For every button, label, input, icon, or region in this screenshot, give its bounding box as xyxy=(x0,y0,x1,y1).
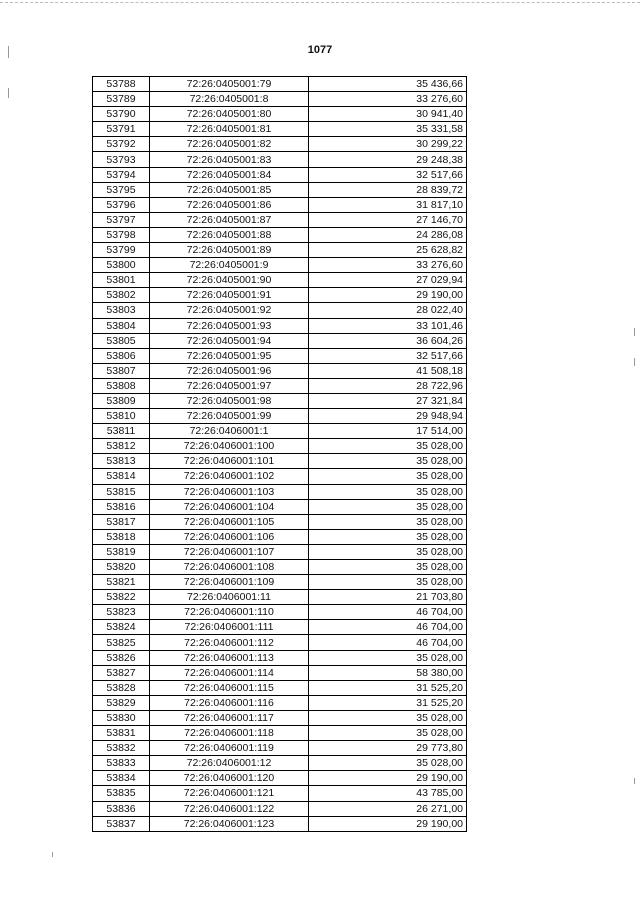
table-row xyxy=(93,575,467,590)
table-row xyxy=(93,318,467,333)
cadastral-value: 30 941,40 xyxy=(309,107,467,122)
row-number: 53824 xyxy=(93,620,150,635)
cadastral-number: 72:26:0406001:102 xyxy=(150,469,309,484)
table-row xyxy=(93,227,467,242)
table-row xyxy=(93,560,467,575)
table-row xyxy=(93,469,467,484)
table-row xyxy=(93,590,467,605)
cadastral-number: 72:26:0406001:105 xyxy=(150,514,309,529)
row-number: 53834 xyxy=(93,771,150,786)
row-number: 53819 xyxy=(93,544,150,559)
row-number: 53812 xyxy=(93,439,150,454)
cadastral-value: 35 028,00 xyxy=(309,756,467,771)
cadastral-number: 72:26:0405001:83 xyxy=(150,152,309,167)
cadastral-number: 72:26:0405001:99 xyxy=(150,409,309,424)
row-number: 53835 xyxy=(93,786,150,801)
table-row xyxy=(93,454,467,469)
row-number: 53815 xyxy=(93,484,150,499)
scan-speck xyxy=(8,46,9,58)
row-number: 53802 xyxy=(93,288,150,303)
row-number: 53830 xyxy=(93,710,150,725)
cadastral-value: 28 839,72 xyxy=(309,182,467,197)
cadastral-value: 35 028,00 xyxy=(309,544,467,559)
cadastral-value: 27 321,84 xyxy=(309,393,467,408)
row-number: 53807 xyxy=(93,363,150,378)
cadastral-number: 72:26:0406001:103 xyxy=(150,484,309,499)
cadastral-value: 33 276,60 xyxy=(309,92,467,107)
cadastral-number: 72:26:0406001:106 xyxy=(150,529,309,544)
table-body xyxy=(93,77,467,832)
scan-speck xyxy=(634,328,635,336)
cadastral-number: 72:26:0405001:9 xyxy=(150,258,309,273)
cadastral-value: 31 817,10 xyxy=(309,197,467,212)
table-row xyxy=(93,484,467,499)
cadastral-value: 35 028,00 xyxy=(309,469,467,484)
cadastral-value: 35 028,00 xyxy=(309,560,467,575)
cadastral-number: 72:26:0406001:116 xyxy=(150,695,309,710)
cadastral-number: 72:26:0405001:97 xyxy=(150,378,309,393)
table-row xyxy=(93,741,467,756)
cadastral-number: 72:26:0406001:114 xyxy=(150,665,309,680)
cadastral-number: 72:26:0406001:122 xyxy=(150,801,309,816)
table-row xyxy=(93,197,467,212)
table-row xyxy=(93,771,467,786)
table-row xyxy=(93,620,467,635)
table-row xyxy=(93,786,467,801)
cadastral-number: 72:26:0405001:81 xyxy=(150,122,309,137)
cadastral-value: 46 704,00 xyxy=(309,635,467,650)
scan-speck xyxy=(8,88,9,98)
cadastral-value: 46 704,00 xyxy=(309,605,467,620)
cadastral-value: 25 628,82 xyxy=(309,243,467,258)
cadastral-value: 35 028,00 xyxy=(309,529,467,544)
table-row xyxy=(93,529,467,544)
table-row xyxy=(93,92,467,107)
row-number: 53790 xyxy=(93,107,150,122)
cadastral-number: 72:26:0406001:108 xyxy=(150,560,309,575)
cadastral-number: 72:26:0405001:96 xyxy=(150,363,309,378)
cadastral-value: 35 028,00 xyxy=(309,439,467,454)
row-number: 53794 xyxy=(93,167,150,182)
cadastral-number: 72:26:0406001:112 xyxy=(150,635,309,650)
cadastral-number: 72:26:0405001:95 xyxy=(150,348,309,363)
row-number: 53820 xyxy=(93,560,150,575)
row-number: 53801 xyxy=(93,273,150,288)
row-number: 53836 xyxy=(93,801,150,816)
row-number: 53827 xyxy=(93,665,150,680)
cadastral-value: 28 022,40 xyxy=(309,303,467,318)
cadastral-number: 72:26:0405001:88 xyxy=(150,227,309,242)
row-number: 53803 xyxy=(93,303,150,318)
row-number: 53810 xyxy=(93,409,150,424)
cadastral-number: 72:26:0406001:107 xyxy=(150,544,309,559)
cadastral-number: 72:26:0405001:89 xyxy=(150,243,309,258)
cadastral-value: 29 773,80 xyxy=(309,741,467,756)
row-number: 53833 xyxy=(93,756,150,771)
table-row xyxy=(93,424,467,439)
cadastral-value: 26 271,00 xyxy=(309,801,467,816)
row-number: 53814 xyxy=(93,469,150,484)
cadastral-number: 72:26:0405001:91 xyxy=(150,288,309,303)
table-row xyxy=(93,303,467,318)
table-row xyxy=(93,122,467,137)
row-number: 53808 xyxy=(93,378,150,393)
table-row xyxy=(93,650,467,665)
table-row xyxy=(93,137,467,152)
row-number: 53806 xyxy=(93,348,150,363)
scan-top-edge xyxy=(0,2,640,3)
cadastral-value: 46 704,00 xyxy=(309,620,467,635)
row-number: 53828 xyxy=(93,680,150,695)
table-row xyxy=(93,499,467,514)
row-number: 53792 xyxy=(93,137,150,152)
cadastral-number: 72:26:0405001:87 xyxy=(150,212,309,227)
cadastral-value: 35 028,00 xyxy=(309,454,467,469)
cadastral-value: 31 525,20 xyxy=(309,695,467,710)
cadastral-number: 72:26:0405001:80 xyxy=(150,107,309,122)
row-number: 53804 xyxy=(93,318,150,333)
row-number: 53788 xyxy=(93,77,150,92)
cadastral-value: 32 517,66 xyxy=(309,167,467,182)
cadastral-number: 72:26:0406001:1 xyxy=(150,424,309,439)
cadastral-number: 72:26:0405001:93 xyxy=(150,318,309,333)
row-number: 53817 xyxy=(93,514,150,529)
cadastral-number: 72:26:0405001:86 xyxy=(150,197,309,212)
table-row xyxy=(93,348,467,363)
row-number: 53793 xyxy=(93,152,150,167)
row-number: 53789 xyxy=(93,92,150,107)
row-number: 53823 xyxy=(93,605,150,620)
table-row xyxy=(93,635,467,650)
table-row xyxy=(93,393,467,408)
row-number: 53809 xyxy=(93,393,150,408)
table-row xyxy=(93,273,467,288)
cadastral-number: 72:26:0405001:79 xyxy=(150,77,309,92)
cadastral-number: 72:26:0406001:110 xyxy=(150,605,309,620)
cadastral-value: 32 517,66 xyxy=(309,348,467,363)
table-row xyxy=(93,409,467,424)
scan-speck xyxy=(634,358,635,366)
cadastral-number: 72:26:0406001:113 xyxy=(150,650,309,665)
table-row xyxy=(93,801,467,816)
table-row xyxy=(93,182,467,197)
cadastral-value: 29 948,94 xyxy=(309,409,467,424)
cadastral-number: 72:26:0406001:12 xyxy=(150,756,309,771)
row-number: 53816 xyxy=(93,499,150,514)
row-number: 53805 xyxy=(93,333,150,348)
cadastral-number: 72:26:0406001:111 xyxy=(150,620,309,635)
table-row xyxy=(93,514,467,529)
cadastral-value: 35 028,00 xyxy=(309,726,467,741)
cadastral-number: 72:26:0406001:101 xyxy=(150,454,309,469)
table-row xyxy=(93,77,467,92)
table-row xyxy=(93,152,467,167)
table-row xyxy=(93,363,467,378)
table-row xyxy=(93,333,467,348)
cadastral-number: 72:26:0406001:11 xyxy=(150,590,309,605)
row-number: 53813 xyxy=(93,454,150,469)
cadastral-value: 33 101,46 xyxy=(309,318,467,333)
cadastral-value: 41 508,18 xyxy=(309,363,467,378)
row-number: 53798 xyxy=(93,227,150,242)
table-row xyxy=(93,107,467,122)
table-row xyxy=(93,258,467,273)
cadastral-number: 72:26:0406001:123 xyxy=(150,816,309,831)
row-number: 53811 xyxy=(93,424,150,439)
cadastral-number: 72:26:0406001:119 xyxy=(150,741,309,756)
cadastral-value: 35 436,66 xyxy=(309,77,467,92)
cadastral-value: 28 722,96 xyxy=(309,378,467,393)
table-row xyxy=(93,680,467,695)
cadastral-number: 72:26:0406001:117 xyxy=(150,710,309,725)
cadastral-number: 72:26:0405001:82 xyxy=(150,137,309,152)
cadastral-number: 72:26:0405001:92 xyxy=(150,303,309,318)
scan-speck xyxy=(634,778,635,784)
row-number: 53791 xyxy=(93,122,150,137)
row-number: 53796 xyxy=(93,197,150,212)
row-number: 53831 xyxy=(93,726,150,741)
cadastral-number: 72:26:0405001:8 xyxy=(150,92,309,107)
cadastral-number: 72:26:0405001:84 xyxy=(150,167,309,182)
cadastral-value: 21 703,80 xyxy=(309,590,467,605)
cadastral-value: 35 028,00 xyxy=(309,514,467,529)
cadastral-number: 72:26:0405001:98 xyxy=(150,393,309,408)
cadastral-value: 35 028,00 xyxy=(309,499,467,514)
cadastral-value: 58 380,00 xyxy=(309,665,467,680)
table-row xyxy=(93,710,467,725)
cadastral-value: 33 276,60 xyxy=(309,258,467,273)
table-row xyxy=(93,439,467,454)
table-row xyxy=(93,816,467,831)
table-row xyxy=(93,212,467,227)
scan-speck xyxy=(52,852,53,857)
cadastral-value: 35 331,58 xyxy=(309,122,467,137)
row-number: 53825 xyxy=(93,635,150,650)
parcel-value-table xyxy=(92,76,467,832)
cadastral-value: 35 028,00 xyxy=(309,650,467,665)
cadastral-number: 72:26:0406001:118 xyxy=(150,726,309,741)
table-row xyxy=(93,726,467,741)
table-row xyxy=(93,243,467,258)
table-row xyxy=(93,167,467,182)
row-number: 53837 xyxy=(93,816,150,831)
cadastral-number: 72:26:0405001:85 xyxy=(150,182,309,197)
cadastral-value: 27 146,70 xyxy=(309,212,467,227)
cadastral-value: 35 028,00 xyxy=(309,710,467,725)
cadastral-value: 36 604,26 xyxy=(309,333,467,348)
row-number: 53826 xyxy=(93,650,150,665)
cadastral-number: 72:26:0405001:94 xyxy=(150,333,309,348)
row-number: 53818 xyxy=(93,529,150,544)
row-number: 53821 xyxy=(93,575,150,590)
row-number: 53797 xyxy=(93,212,150,227)
cadastral-number: 72:26:0406001:115 xyxy=(150,680,309,695)
cadastral-value: 29 248,38 xyxy=(309,152,467,167)
table-row xyxy=(93,378,467,393)
cadastral-value: 29 190,00 xyxy=(309,288,467,303)
cadastral-value: 35 028,00 xyxy=(309,575,467,590)
cadastral-value: 31 525,20 xyxy=(309,680,467,695)
table-row xyxy=(93,544,467,559)
cadastral-number: 72:26:0406001:109 xyxy=(150,575,309,590)
table-row xyxy=(93,695,467,710)
cadastral-number: 72:26:0406001:104 xyxy=(150,499,309,514)
cadastral-value: 29 190,00 xyxy=(309,816,467,831)
cadastral-value: 43 785,00 xyxy=(309,786,467,801)
cadastral-number: 72:26:0405001:90 xyxy=(150,273,309,288)
cadastral-number: 72:26:0406001:120 xyxy=(150,771,309,786)
row-number: 53829 xyxy=(93,695,150,710)
table-row xyxy=(93,288,467,303)
row-number: 53799 xyxy=(93,243,150,258)
row-number: 53795 xyxy=(93,182,150,197)
cadastral-value: 30 299,22 xyxy=(309,137,467,152)
cadastral-value: 35 028,00 xyxy=(309,484,467,499)
row-number: 53800 xyxy=(93,258,150,273)
cadastral-value: 29 190,00 xyxy=(309,771,467,786)
table-row xyxy=(93,756,467,771)
row-number: 53832 xyxy=(93,741,150,756)
cadastral-value: 24 286,08 xyxy=(309,227,467,242)
cadastral-number: 72:26:0406001:100 xyxy=(150,439,309,454)
cadastral-number: 72:26:0406001:121 xyxy=(150,786,309,801)
page-number: 1077 xyxy=(307,44,333,56)
table-row xyxy=(93,665,467,680)
table-row xyxy=(93,605,467,620)
cadastral-value: 17 514,00 xyxy=(309,424,467,439)
row-number: 53822 xyxy=(93,590,150,605)
cadastral-value: 27 029,94 xyxy=(309,273,467,288)
